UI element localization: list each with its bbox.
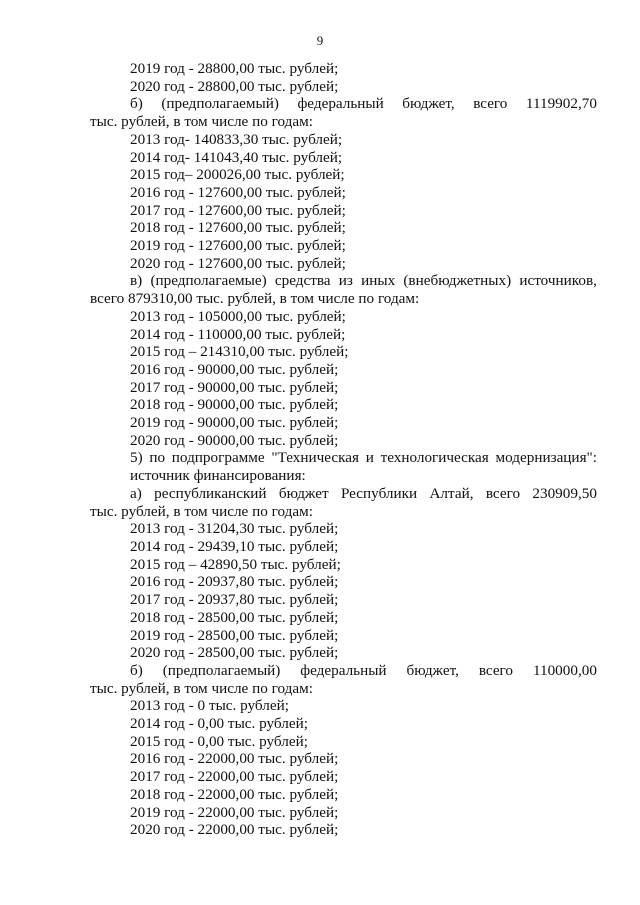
text-line: 2016 год - 22000,00 тыс. рублей; (130, 750, 339, 768)
word: подпрограмме (171, 449, 265, 467)
word: источников, (519, 272, 597, 290)
paragraph-continuation: тыс. рублей, в том числе по годам: (90, 502, 313, 520)
word: и (365, 449, 374, 467)
text-line: 2020 год - 127600,00 тыс. рублей; (130, 254, 346, 272)
word: средства (274, 272, 331, 290)
word: 1119902,70 (525, 95, 597, 113)
word: (предполагаемый) (162, 661, 281, 679)
text-line: источник финансирования: (130, 467, 306, 485)
text-line: 2015 год - 0,00 тыс. рублей; (130, 732, 308, 750)
text-line: 2017 год - 20937,80 тыс. рублей; (130, 591, 339, 609)
word: 5) (130, 449, 143, 467)
text-line: 2014 год - 110000,00 тыс. рублей; (130, 325, 346, 343)
text-line: 2019 год - 28800,00 тыс. рублей; (130, 60, 339, 77)
text-line: 2015 год– 200026,00 тыс. рублей; (130, 166, 345, 184)
text-line: 2020 год - 90000,00 тыс. рублей; (130, 431, 339, 449)
paragraph-first-line (90, 485, 597, 503)
text-line: 2018 год - 22000,00 тыс. рублей; (130, 785, 339, 803)
paragraph-first-line (90, 449, 597, 467)
word: б) (130, 661, 143, 679)
word: из (338, 272, 353, 290)
text-line: 2018 год - 127600,00 тыс. рублей; (130, 219, 346, 237)
word: иных (361, 272, 396, 290)
word: (предполагаемый) (161, 95, 279, 113)
paragraph-first-line (90, 95, 597, 113)
paragraph-first-line (90, 662, 597, 680)
document-body (90, 60, 597, 839)
page-number: 9 (316, 33, 324, 48)
word: модернизация": (495, 449, 597, 467)
text-line: 2015 год – 42890,50 тыс. рублей; (130, 555, 341, 573)
text-line: 2020 год - 22000,00 тыс. рублей; (130, 821, 339, 839)
paragraph-continuation: всего 879310,00 тыс. рублей, в том числе по годам: (90, 290, 420, 308)
text-line: 2015 год – 214310,00 тыс. рублей; (130, 343, 349, 361)
word: всего (485, 484, 521, 502)
word: (предполагаемые) (150, 272, 267, 290)
word: бюджет (278, 484, 329, 502)
text-line: 2018 год - 90000,00 тыс. рублей; (130, 396, 339, 414)
text-line: 2019 год - 90000,00 тыс. рублей; (130, 414, 339, 432)
text-line: 2017 год - 90000,00 тыс. рублей; (130, 378, 339, 396)
word: а) (130, 484, 142, 502)
word: 230909,50 (532, 484, 597, 502)
text-line: 2013 год - 31204,30 тыс. рублей; (130, 520, 339, 538)
word: "Техническая (271, 449, 360, 467)
paragraph-continuation: тыс. рублей, в том числе по годам: (90, 679, 313, 697)
text-line: 2014 год- 141043,40 тыс. рублей; (130, 148, 343, 166)
word: 110000,00 (532, 661, 597, 679)
text-line: 2013 год - 105000,00 тыс. рублей; (130, 307, 346, 325)
word: бюджет, (406, 661, 459, 679)
word: Республики (340, 484, 418, 502)
text-line: 2019 год - 22000,00 тыс. рублей; (130, 803, 339, 821)
word: б) (130, 95, 143, 113)
text-line: 2019 год - 127600,00 тыс. рублей; (130, 237, 346, 255)
word: федеральный (300, 661, 387, 679)
paragraph-first-line (90, 272, 597, 290)
text-line: 2014 год - 29439,10 тыс. рублей; (130, 537, 339, 555)
text-line: 2018 год - 28500,00 тыс. рублей; (130, 608, 339, 626)
word: Алтай, (429, 484, 474, 502)
text-line: 2014 год - 0,00 тыс. рублей; (130, 715, 308, 733)
word: в) (130, 272, 143, 290)
word: технологическая (380, 449, 489, 467)
word: федеральный (297, 95, 384, 113)
text-line: 2020 год - 28800,00 тыс. рублей; (130, 77, 339, 95)
text-line: 2017 год - 22000,00 тыс. рублей; (130, 768, 339, 786)
text-line: 2016 год - 90000,00 тыс. рублей; (130, 360, 339, 378)
word: (внебюджетных) (403, 272, 512, 290)
text-line: 2020 год - 28500,00 тыс. рублей; (130, 644, 339, 662)
text-line: 2016 год - 20937,80 тыс. рублей; (130, 573, 339, 591)
word: всего (478, 661, 514, 679)
paragraph-continuation: тыс. рублей, в том числе по годам: (90, 113, 313, 131)
word: бюджет, (402, 95, 455, 113)
word: республиканский (154, 484, 267, 502)
text-line: 2016 год - 127600,00 тыс. рублей; (130, 183, 346, 201)
text-line: 2013 год - 0 тыс. рублей; (130, 697, 289, 715)
text-line: 2019 год - 28500,00 тыс. рублей; (130, 626, 339, 644)
word: всего (473, 95, 508, 113)
word: по (149, 449, 166, 467)
text-line: 2017 год - 127600,00 тыс. рублей; (130, 201, 346, 219)
text-line: 2013 год- 140833,30 тыс. рублей; (130, 130, 343, 148)
